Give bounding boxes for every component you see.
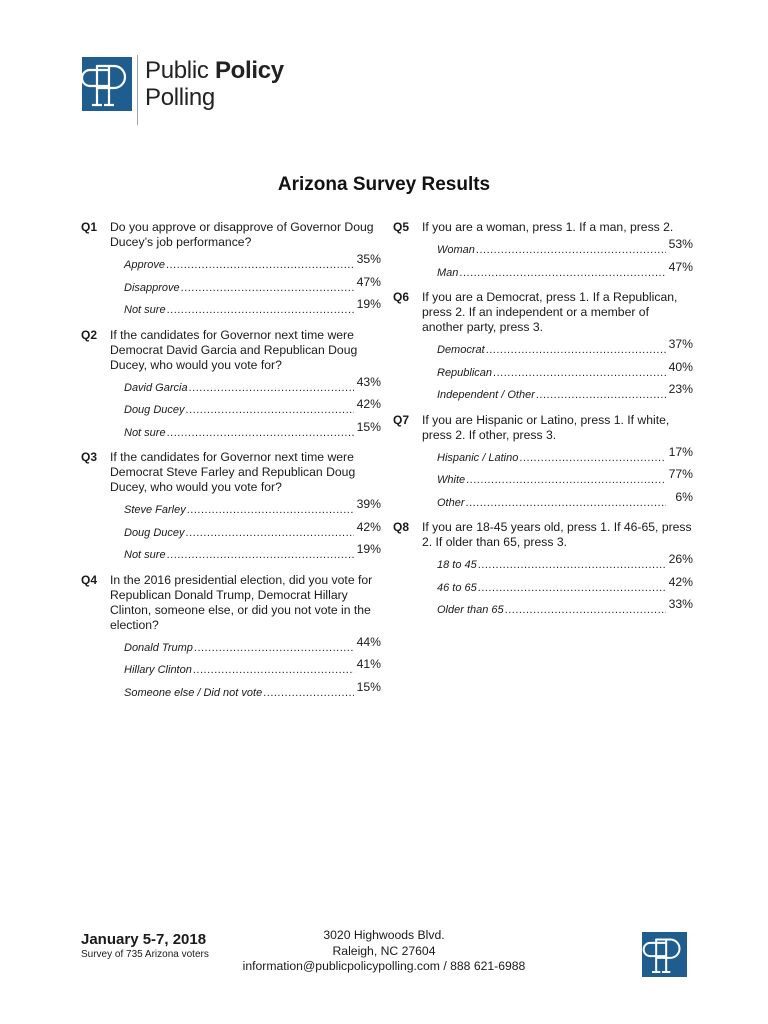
answer-percentage: 35% — [356, 252, 381, 266]
dot-leader — [466, 473, 666, 488]
dot-leader — [459, 266, 666, 281]
answer-row — [437, 467, 693, 495]
logo-divider — [137, 55, 138, 125]
survey-date: January 5-7, 2018 — [81, 931, 207, 948]
dot-leader — [536, 388, 666, 403]
answer-list — [437, 552, 693, 625]
answer-row — [437, 237, 693, 265]
dot-leader — [166, 258, 354, 273]
dot-leader — [478, 581, 666, 596]
question-number: Q4 — [81, 572, 98, 587]
answer-row — [437, 552, 693, 580]
question-text: In the 2016 presidential election, did you vote for Republican Donald Trump, Democrat Hillary Clinton, someone else, or did you not vote in the election? — [110, 572, 373, 632]
question-text: If you are Hispanic or Latino, press 1. If white, press 2. If other, press 3. — [422, 412, 670, 442]
answer-label: Hispanic / Latino — [437, 451, 519, 464]
answer-row — [437, 489, 693, 518]
answer-list — [437, 237, 693, 287]
question-text: If the candidates for Governor next time were Democrat David Garcia and Republican Doug Ducey, who would you vote for? — [110, 327, 358, 372]
dot-leader — [478, 558, 666, 573]
question-q8 — [393, 520, 693, 550]
answer-label: Woman — [437, 244, 475, 256]
answer-label: David Garcia — [124, 381, 188, 394]
answer-label: Someone else / Did not vote — [124, 686, 263, 699]
answer-label: 18 to 45 — [437, 559, 477, 571]
answer-percentage: 47% — [668, 259, 693, 274]
answer-row — [124, 297, 381, 325]
answer-row — [124, 274, 381, 303]
answer-row — [124, 679, 381, 708]
dot-leader — [486, 343, 666, 358]
answer-label: Independent / Other — [437, 389, 535, 401]
question-q7 — [393, 413, 693, 443]
brand-logo — [82, 57, 284, 125]
dot-leader — [194, 641, 354, 656]
dot-leader — [167, 548, 354, 563]
answer-row — [437, 597, 693, 625]
brand-word-policy: Policy — [214, 57, 284, 84]
answer-label: Not sure — [124, 426, 166, 439]
ppp-monogram-icon — [82, 57, 132, 111]
ppp-monogram-icon — [642, 932, 687, 977]
question-text: Do you approve or disapprove of Governor Doug Ducey’s job performance? — [110, 220, 374, 249]
answer-list — [124, 497, 381, 570]
answer-label: Older than 65 — [437, 604, 504, 616]
question-number: Q6 — [393, 290, 410, 304]
answer-row — [124, 519, 381, 548]
answer-label: Steve Farley — [124, 504, 186, 516]
answer-row — [437, 337, 693, 365]
answer-label: Hillary Clinton — [124, 664, 192, 676]
answer-row — [124, 497, 381, 525]
answer-percentage: 23% — [668, 382, 693, 396]
answer-row — [124, 657, 381, 685]
question-text: If the candidates for Governor next time were Democrat Steve Farley and Republican Doug Ducey, who would you vote for? — [110, 450, 356, 494]
answer-label: Other — [437, 496, 465, 509]
dot-leader — [493, 366, 666, 381]
brand-word-polling: Polling — [145, 84, 215, 111]
answer-row — [437, 359, 693, 388]
dot-leader — [476, 243, 666, 258]
question-number: Q8 — [393, 520, 410, 534]
answer-row — [124, 374, 381, 403]
question-q2 — [81, 328, 381, 373]
answer-percentage: 17% — [668, 444, 693, 459]
footer-address — [200, 928, 568, 975]
dot-leader — [189, 381, 354, 396]
answer-label: Not sure — [124, 304, 166, 316]
answer-percentage: 33% — [668, 597, 693, 611]
answer-percentage: 15% — [356, 679, 381, 694]
brand-name — [145, 57, 284, 111]
answer-percentage: 6% — [675, 489, 693, 504]
answer-percentage: 77% — [668, 467, 693, 481]
dot-leader — [263, 686, 354, 701]
dot-leader — [505, 603, 666, 618]
answer-percentage: 42% — [356, 519, 381, 534]
answer-label: 46 to 65 — [437, 581, 477, 594]
questions-left-column — [81, 220, 381, 710]
question-number: Q1 — [81, 220, 98, 234]
dot-leader — [187, 503, 354, 518]
answer-percentage: 43% — [356, 374, 381, 389]
answer-percentage: 40% — [668, 359, 693, 374]
question-number: Q3 — [81, 450, 98, 464]
answer-percentage: 19% — [356, 297, 381, 311]
question-text: If you are a woman, press 1. If a man, press 2. — [422, 220, 674, 234]
answer-row — [437, 444, 693, 473]
answer-row — [124, 542, 381, 570]
dot-leader — [167, 303, 354, 318]
contact-line: information@publicpolicypolling.com / 888 621-6988 — [242, 959, 526, 973]
question-number: Q5 — [393, 220, 410, 234]
answer-label: Not sure — [124, 549, 166, 561]
answer-label: Doug Ducey — [124, 404, 185, 416]
page-title: Arizona Survey Results — [277, 174, 491, 195]
dot-leader — [193, 663, 354, 678]
survey-sample: Survey of 735 Arizona voters — [81, 949, 209, 960]
dot-leader — [186, 526, 354, 541]
answer-percentage: 19% — [356, 542, 381, 556]
answer-percentage: 41% — [356, 657, 381, 671]
answer-label: Donald Trump — [124, 641, 193, 654]
answer-percentage: 53% — [668, 237, 693, 251]
question-q5 — [393, 220, 693, 235]
question-q4 — [81, 573, 381, 633]
questions-right-column — [393, 220, 693, 628]
answer-percentage: 42% — [356, 397, 381, 411]
question-text: If you are a Democrat, press 1. If a Republican, press 2. If an independent or a member of another party, press 3. — [422, 290, 678, 334]
question-text: If you are 18-45 years old, press 1. If 46-65, press 2. If older than 65, press 3. — [422, 520, 692, 549]
dot-leader — [186, 403, 354, 418]
answer-percentage: 47% — [356, 274, 381, 289]
answer-row — [124, 634, 381, 663]
answer-percentage: 42% — [668, 574, 693, 589]
answer-label: Republican — [437, 366, 493, 379]
answer-label: Doug Ducey — [124, 526, 185, 539]
answer-row — [124, 419, 381, 448]
answer-list — [124, 374, 381, 448]
dot-leader — [181, 281, 354, 296]
answer-row — [124, 252, 381, 280]
answer-row — [437, 574, 693, 603]
answer-list — [124, 634, 381, 708]
dot-leader — [519, 451, 666, 466]
answer-label: Approve — [124, 259, 165, 271]
brand-word-public: Public — [145, 57, 215, 84]
answer-percentage: 44% — [356, 634, 381, 649]
answer-label: White — [437, 474, 466, 486]
address-line-2: Raleigh, NC 27604 — [332, 943, 436, 958]
answer-row — [437, 259, 693, 288]
question-q1 — [81, 220, 381, 250]
address-line-1: 3020 Highwoods Blvd. — [323, 928, 445, 942]
answer-label: Democrat — [437, 344, 485, 356]
answer-percentage: 39% — [356, 497, 381, 511]
answer-label: Man — [437, 266, 459, 279]
answer-list — [124, 252, 381, 325]
question-q3 — [81, 450, 381, 495]
answer-percentage: 15% — [356, 419, 381, 434]
answer-row — [437, 382, 693, 410]
question-number: Q7 — [393, 412, 410, 427]
question-q6 — [393, 290, 693, 335]
answer-percentage: 37% — [668, 337, 693, 351]
question-number: Q2 — [81, 327, 98, 342]
answer-percentage: 26% — [668, 552, 693, 566]
dot-leader — [466, 496, 666, 511]
answer-list — [437, 444, 693, 518]
answer-list — [437, 337, 693, 410]
dot-leader — [167, 426, 354, 441]
answer-row — [124, 397, 381, 425]
answer-label: Disapprove — [124, 281, 180, 294]
